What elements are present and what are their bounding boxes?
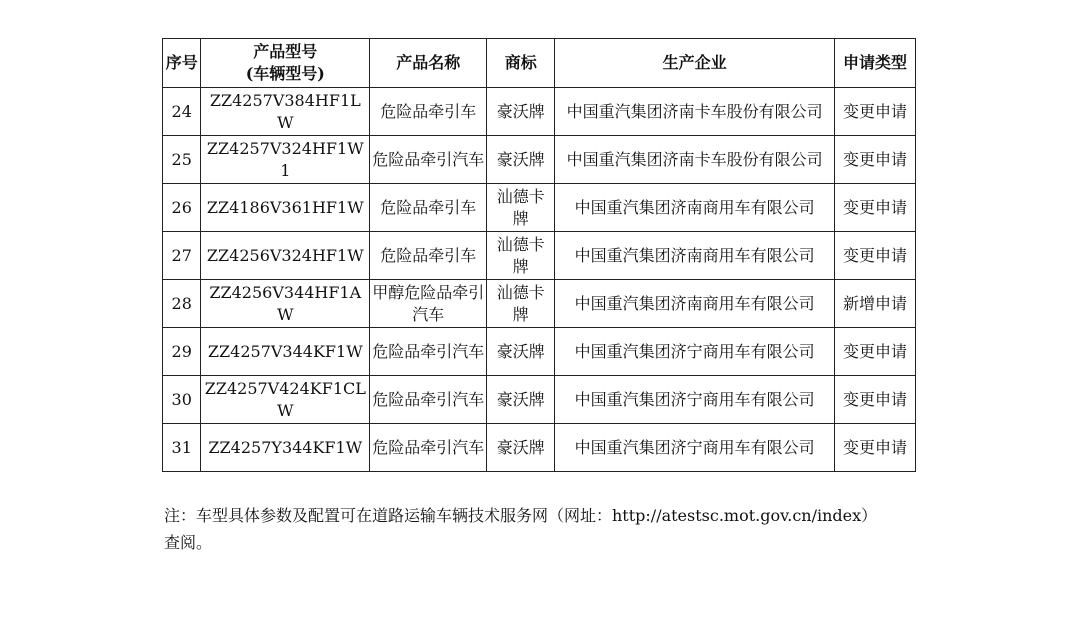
cell-model: ZZ4256V344HF1AW	[201, 280, 370, 328]
cell-brand: 豪沃牌	[487, 376, 555, 424]
cell-name: 危险品牵引汽车	[370, 136, 487, 184]
cell-maker: 中国重汽集团济南商用车有限公司	[555, 280, 835, 328]
header-model-line2: (车辆型号)	[245, 64, 325, 83]
cell-type: 变更申请	[835, 376, 916, 424]
cell-type: 变更申请	[835, 88, 916, 136]
cell-type: 变更申请	[835, 328, 916, 376]
cell-index: 28	[163, 280, 201, 328]
cell-name: 危险品牵引汽车	[370, 328, 487, 376]
cell-maker: 中国重汽集团济南卡车股份有限公司	[555, 136, 835, 184]
table-header-row	[163, 39, 916, 88]
cell-maker: 中国重汽集团济宁商用车有限公司	[555, 424, 835, 472]
cell-index: 31	[163, 424, 201, 472]
cell-name: 危险品牵引汽车	[370, 376, 487, 424]
header-type: 申请类型	[835, 39, 916, 88]
table-row	[163, 376, 916, 424]
cell-type: 变更申请	[835, 232, 916, 280]
footnote-line2: 查阅。	[164, 533, 213, 552]
table-row	[163, 424, 916, 472]
footnote-line1: 注：车型具体参数及配置可在道路运输车辆技术服务网（网址：http://atestsc.mot.gov.cn/index）	[164, 506, 878, 525]
cell-brand: 豪沃牌	[487, 424, 555, 472]
header-model	[201, 39, 370, 88]
cell-model: ZZ4257V324HF1W1	[201, 136, 370, 184]
cell-index: 29	[163, 328, 201, 376]
cell-brand: 汕德卡牌	[487, 232, 555, 280]
cell-model: ZZ4257V384HF1LW	[201, 88, 370, 136]
cell-brand: 豪沃牌	[487, 328, 555, 376]
cell-model: ZZ4257V424KF1CLW	[201, 376, 370, 424]
cell-maker: 中国重汽集团济宁商用车有限公司	[555, 376, 835, 424]
cell-name: 甲醇危险品牵引汽车	[370, 280, 487, 328]
header-brand: 商标	[487, 39, 555, 88]
cell-index: 27	[163, 232, 201, 280]
cell-index: 26	[163, 184, 201, 232]
table-row	[163, 88, 916, 136]
cell-model: ZZ4186V361HF1W	[201, 184, 370, 232]
cell-brand: 汕德卡牌	[487, 184, 555, 232]
cell-maker: 中国重汽集团济宁商用车有限公司	[555, 328, 835, 376]
cell-index: 25	[163, 136, 201, 184]
cell-maker: 中国重汽集团济南商用车有限公司	[555, 184, 835, 232]
header-model-line1: 产品型号	[253, 42, 318, 61]
document-sheet	[162, 38, 916, 472]
product-table	[162, 38, 916, 472]
cell-name: 危险品牵引车	[370, 184, 487, 232]
cell-type: 变更申请	[835, 136, 916, 184]
table-row	[163, 280, 916, 328]
table-row	[163, 328, 916, 376]
cell-type: 变更申请	[835, 184, 916, 232]
cell-model: ZZ4257V344KF1W	[201, 328, 370, 376]
table-row	[163, 136, 916, 184]
cell-type: 变更申请	[835, 424, 916, 472]
cell-name: 危险品牵引车	[370, 232, 487, 280]
cell-model: ZZ4256V324HF1W	[201, 232, 370, 280]
header-maker: 生产企业	[555, 39, 835, 88]
cell-brand: 豪沃牌	[487, 88, 555, 136]
header-name: 产品名称	[370, 39, 487, 88]
footnote	[164, 502, 924, 556]
table-row	[163, 232, 916, 280]
cell-brand: 豪沃牌	[487, 136, 555, 184]
cell-index: 30	[163, 376, 201, 424]
cell-brand: 汕德卡牌	[487, 280, 555, 328]
cell-name: 危险品牵引车	[370, 88, 487, 136]
cell-index: 24	[163, 88, 201, 136]
cell-type: 新增申请	[835, 280, 916, 328]
header-index: 序号	[163, 39, 201, 88]
cell-model: ZZ4257Y344KF1W	[201, 424, 370, 472]
cell-name: 危险品牵引汽车	[370, 424, 487, 472]
cell-maker: 中国重汽集团济南卡车股份有限公司	[555, 88, 835, 136]
cell-maker: 中国重汽集团济南商用车有限公司	[555, 232, 835, 280]
table-row	[163, 184, 916, 232]
